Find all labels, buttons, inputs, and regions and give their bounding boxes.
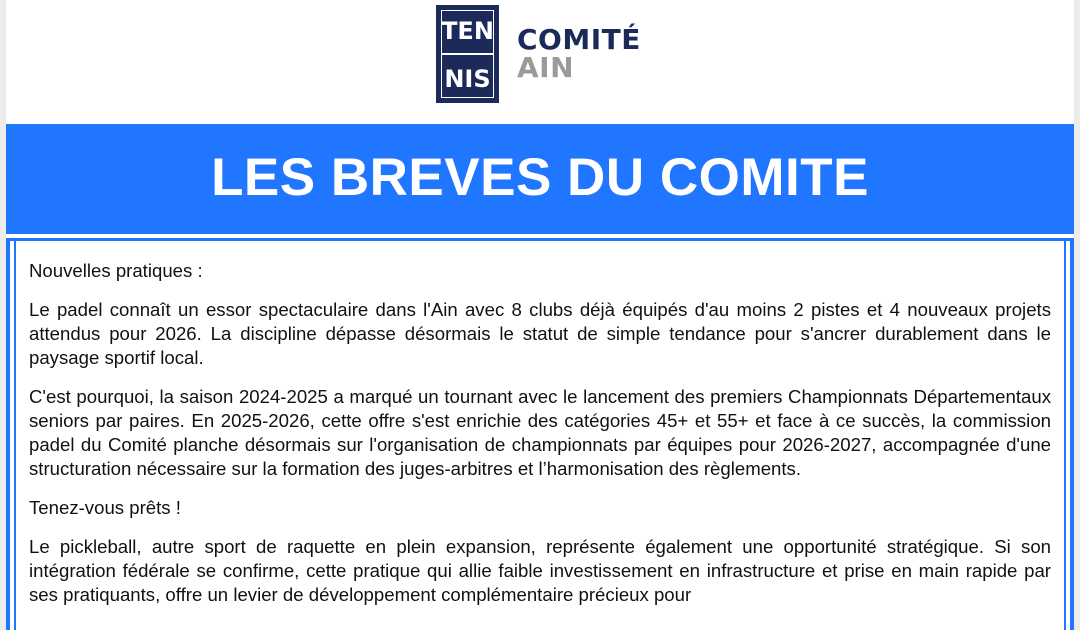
frame-left-stripe	[10, 241, 14, 630]
article-paragraph: C'est pourquoi, la saison 2024-2025 a marqué un tournant avec le lancement des premiers Championnats Départementaux seniors par paires. En 2025-2026, cette offre s'est enrichie des catégories 45+ et 55+ et face à ce succès, la commission padel du Comité planche désormais sur l'organisation de championnats par équipes pour 2026-2027, accompagnée d'une structuration nécessaire sur la formation des juges-arbitres et l’harmonisation des règlements.	[29, 386, 1051, 479]
logo-wordmark	[517, 23, 641, 84]
article-body	[16, 241, 1064, 630]
logo-divider	[441, 53, 494, 55]
article-frame	[6, 230, 1074, 630]
article-paragraph: Tenez-vous prêts !	[29, 497, 181, 518]
frame-white-stripe	[6, 234, 1074, 238]
tennis-comite-ain-logo	[436, 5, 641, 103]
logo-box-line2: NIS	[444, 65, 491, 93]
logo-text-ain: AIN	[517, 51, 575, 84]
page-title: LES BREVES DU COMITE	[211, 147, 869, 207]
logo-text-comite: COMITÉ	[517, 23, 641, 56]
article-paragraph: Nouvelles pratiques :	[29, 260, 203, 281]
article-paragraph: Le pickleball, autre sport de raquette en plein expansion, représente également une opportunité stratégique. Si son intégration fédérale se confirme, cette pratique qui allie faible investissement en infrastructure et prise en main rapide par ses pratiquants, offre un levier de développement complémentaire précieux pour	[29, 536, 1051, 605]
article-paragraph: Le padel connaît un essor spectaculaire dans l'Ain avec 8 clubs déjà équipés d'au moins 2 pistes et 4 nouveaux projets attendus pour 2026. La discipline dépasse désormais le statut de simple tendance pour s'ancrer durablement dans le paysage sportif local.	[29, 299, 1051, 368]
title-banner	[6, 124, 1074, 230]
newsletter-page	[6, 0, 1074, 630]
logo-box-line1: TEN	[441, 17, 494, 45]
tennis-logo-box	[436, 5, 499, 103]
frame-right-stripe	[1066, 241, 1070, 630]
